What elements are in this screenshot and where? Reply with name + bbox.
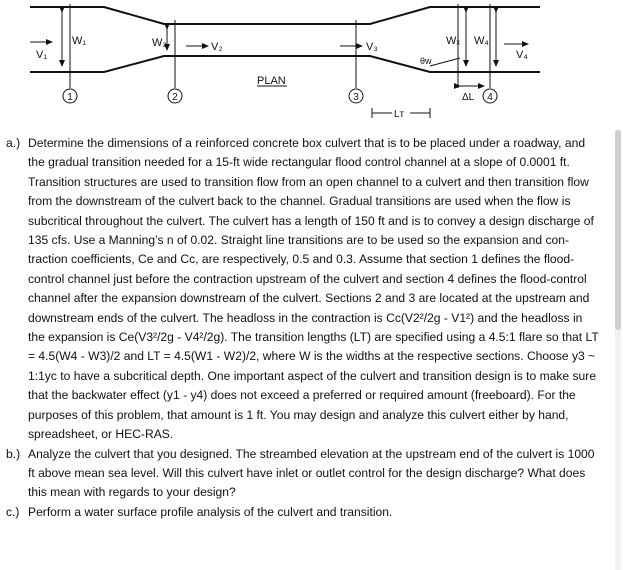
label-plan: PLAN — [257, 75, 286, 87]
label-v3: V₃ — [366, 41, 378, 53]
section-number-3: 3 — [353, 92, 359, 103]
label-w4: W₄ — [474, 35, 489, 47]
problem-statement — [6, 134, 602, 522]
culvert-plan-diagram — [0, 0, 623, 130]
label-theta: θw — [420, 56, 432, 66]
part-a-label: a.) — [6, 136, 21, 150]
part-a-text: Determine the dimensions of a reinforced concrete box culvert that is to be placed under a roadway, and the gradual transition needed for a 15-ft wide rectangular flood control channel at a slope of 0.0001 ft. Transition structures are used to transition flow from an open channel to a culvert and then transition flow from the downstream of the culvert back to the channel. Gradual transitions are used when the flow is subcritical throughout the culvert. The culvert has a length of 150 ft and is to convey a design discharge of 135 cfs. Use a Manning’s n of 0.02. Straight line transitions are to be used so the expansion and con-traction coefficients, Ce and Cc, are respectively, 0.5 and 0.3. Assume that section 1 defines the flood-control channel just before the contraction upstream of the culvert and section 4 defines the flood-control channel after the expansion downstream of the culvert. Sections 2 and 3 are located at the upstream and downstream ends of the culvert. The headloss in the contraction is Cc(V2²/2g - V1²) and the headloss in the expansion is Ce(V3²/2g - V4²/2g). The transition lengths (LT) are specified using a 4.5:1 flare so that LT = 4.5(W4 - W3)/2 and LT = 4.5(W1 - W2)/2, where W is the widths at the respective sections. Choose y3 ~ 1:1yc to have a subcritical depth. One important aspect of the culvert and transition design is to make sure that the backwater effect (y1 - y4) does not exceed a preferred or required amount (freeboard). For the purposes of this problem, that amount is 1 ft. You may design and analyze this culvert either by hand, spreadsheet, or HEC-RAS. — [28, 136, 599, 442]
label-w1: W₁ — [72, 35, 87, 47]
channel-top-wall — [30, 7, 540, 24]
channel-bottom-wall — [30, 56, 540, 72]
part-c-text: Perform a water surface profile analysis of the culvert and transition. — [28, 504, 393, 519]
section-number-1: 1 — [67, 92, 73, 103]
label-delta-l: ΔL — [462, 92, 475, 103]
label-v1: V₁ — [36, 49, 48, 61]
part-b-text: Analyze the culvert that you designed. The streambed elevation at the upstream end of the culvert is 1000 ft above mean sea level. Will this culvert have inlet or outlet control for the design discharge? What does this mean with regards to your design? — [28, 446, 595, 500]
section-number-2: 2 — [172, 92, 178, 103]
part-c-label: c.) — [6, 504, 20, 519]
label-lt: Lт — [394, 109, 405, 120]
part-c — [6, 503, 602, 522]
label-wx: Wₓ — [446, 35, 460, 47]
part-b-label: b.) — [6, 446, 21, 461]
vertical-scrollbar[interactable] — [615, 130, 621, 570]
label-v4: V₄ — [516, 49, 528, 61]
scrollbar-thumb[interactable] — [615, 130, 621, 330]
part-b — [6, 445, 602, 503]
part-a — [6, 134, 602, 445]
section-number-4: 4 — [487, 92, 493, 103]
label-w2: W₂ — [152, 37, 167, 49]
label-v2: V₂ — [211, 41, 223, 53]
